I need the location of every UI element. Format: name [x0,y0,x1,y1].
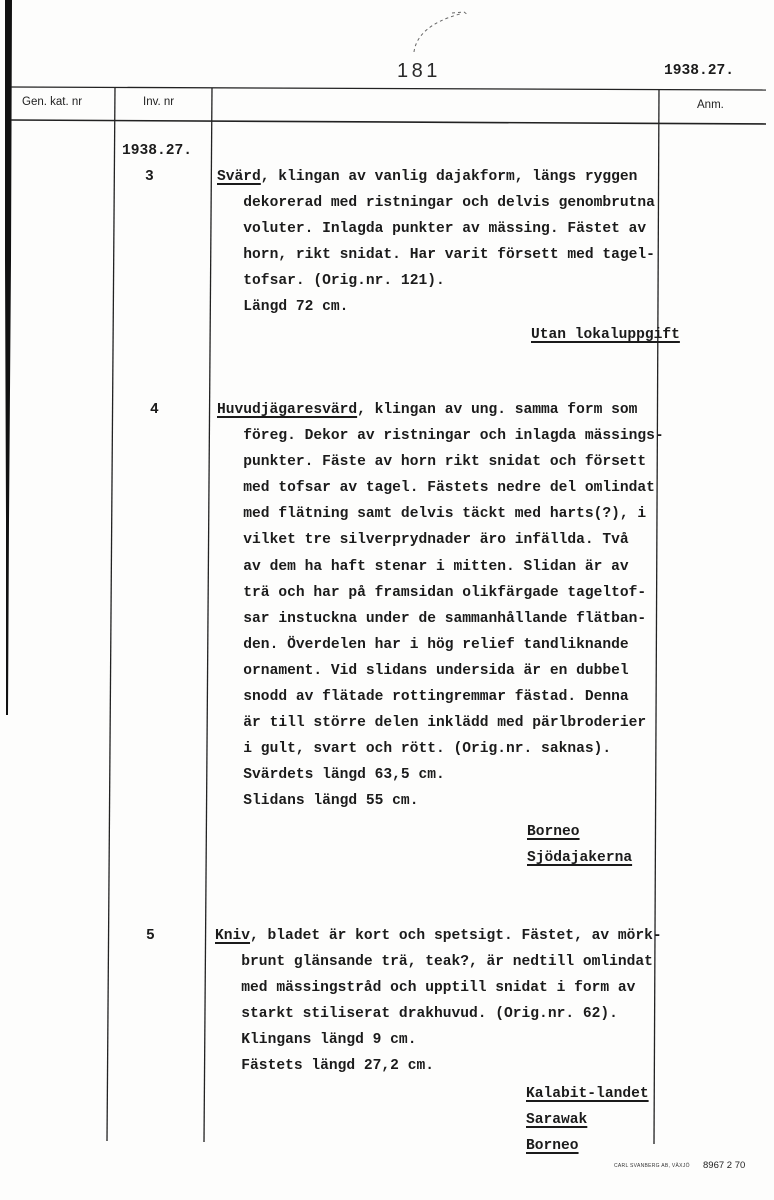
entry-text: ornament. Vid slidans undersida är en dubbel [243,662,629,679]
column-header-anm: Anm. [697,99,724,111]
header-bottom-rule [11,120,766,124]
entry-title: Kniv [215,928,251,944]
inv-number: 4 [150,402,159,418]
entry-text: Fästets längd 27,2 cm. [241,1058,434,1075]
entry-locality [526,1081,649,1159]
column-rule-inv-text [204,88,212,1142]
entry-text: Längd 72 cm. [243,299,349,316]
catalog-entry [217,164,655,321]
entry-text: föreg. Dekor av ristningar och inlagda mässings- [243,428,664,445]
entry-text: tofsar. (Orig.nr. 121). [243,273,445,290]
entry-text: av dem ha haft stenar i mitten. Slidan är av [243,558,629,575]
column-header-inv-nr: Inv. nr [143,96,175,108]
entry-text: , bladet är kort och spetsigt. Fästet, av mörk- [250,928,662,944]
entry-text: vilket tre silverprydnader äro infällda. Två [243,532,629,549]
catalog-entry [215,923,662,1080]
entry-title: Svärd [217,169,261,185]
locality-line: Sjödajakerna [527,850,633,867]
entry-text: horn, rikt snidat. Har varit försett med tagel- [243,247,655,264]
header-top-rule [11,87,766,90]
entry-text: dekorerad med ristningar och delvis genombrutna [243,195,655,212]
entry-text: i gult, svart och rött. (Orig.nr. saknas). [243,741,612,758]
entry-text: Slidans längd 55 cm. [243,793,419,810]
column-header-gen-kat-nr: Gen. kat. nr [22,96,83,108]
page-number: 181 [397,60,441,82]
entry-text: , klingan av ung. samma form som [357,402,638,418]
entry-text: Svärdets längd 63,5 cm. [243,767,445,784]
entry-text: med tofsar av tagel. Fästets nedre del omlindat [243,480,655,497]
locality-line: Utan lokaluppgift [531,327,680,343]
entry-text: med flätning samt delvis täckt med harts(?), i [243,506,647,523]
entry-text: den. Överdelen har i hög relief tandliknande [243,636,629,653]
catalog-entry [217,397,664,815]
form-code: 8967 2 70 [703,1160,746,1171]
entry-first-line [217,397,664,423]
entry-text: punkter. Fäste av horn rikt snidat och försett [243,454,647,471]
entry-title: Huvudjägaresvärd [217,402,358,418]
entry-text: sar instuckna under de sammanhållande flätban- [243,610,647,627]
column-rule-gen-inv [107,87,115,1141]
entry-text: Klingans längd 9 cm. [241,1032,417,1049]
locality-line: Sarawak [526,1112,588,1129]
binding-edge-bar [5,0,12,715]
entry-text: brunt glänsande trä, teak?, är nedtill omlindat [241,954,653,971]
entry-first-line [217,164,655,190]
locality-line: Kalabit-landet [526,1086,649,1102]
entry-text: är till större delen inklädd med pärlbroderier [243,715,647,732]
entry-locality [531,322,680,348]
entry-text: starkt stiliserat drakhuvud. (Orig.nr. 62). [241,1006,618,1023]
locality-line: Borneo [526,1138,579,1155]
inv-number: 5 [146,928,155,944]
entry-locality [527,819,632,871]
accession-number-top: 1938.27. [664,63,735,79]
group-accession-number: 1938.27. [122,143,193,159]
entry-text: med mässingstråd och upptill snidat i form av [241,980,636,997]
entry-text: , klingan av vanlig dajakform, längs ryggen [260,169,638,185]
entry-text: trä och har på framsidan olikfärgade tageltof- [243,584,647,601]
pencil-mark [414,12,468,52]
entry-text: snodd av flätade rottingremmar fästad. Denna [243,689,629,706]
entry-text: voluter. Inlagda punkter av mässing. Fästet av [243,221,647,238]
printer-imprint: CARL SVANBERG AB, VÄXJÖ [614,1163,690,1169]
locality-line: Borneo [527,824,580,840]
inv-number: 3 [145,169,154,185]
entry-first-line [215,923,662,949]
